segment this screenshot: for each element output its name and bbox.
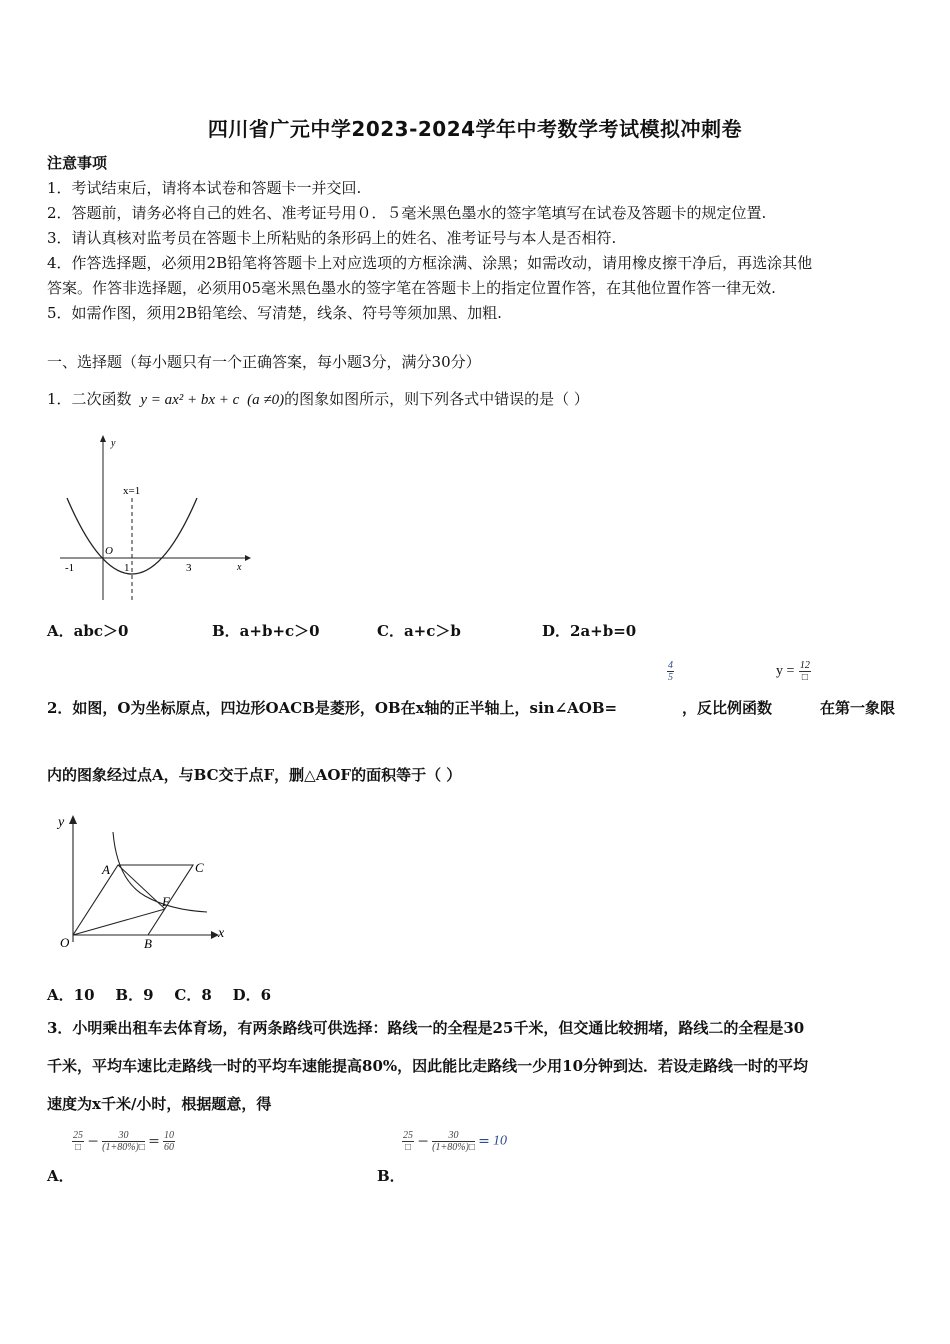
tick-label: 3 xyxy=(186,562,192,574)
y-axis-arrow xyxy=(69,815,77,824)
q2-func-den: □ xyxy=(801,672,808,683)
note-item: 5．如需作图，须用2B铅笔绘、写清楚，线条、符号等须加黑、加粗. xyxy=(47,304,502,322)
q2-stem-line1b: ，反比例函数 xyxy=(682,699,773,717)
y-axis-arrow xyxy=(100,435,106,442)
q2-stem-line1c: 在第一象限 xyxy=(820,699,896,717)
point-c-label: C xyxy=(195,860,204,875)
q1-formula: y = ax² + bx + c xyxy=(140,392,240,408)
frac-den: 60 xyxy=(164,1142,174,1153)
q3-option-a-formula[interactable] xyxy=(72,1130,175,1153)
q1-parabola-graph xyxy=(55,430,255,605)
q1-suffix: 的图象如图所示，则下列各式中错误的是（ ） xyxy=(284,390,589,408)
q3-option-a-label[interactable]: A． xyxy=(47,1167,74,1185)
q3-stem-line2: 千米，平均车速比走路线一时的平均车速能提高80%，因此能比走路线一少用10分钟到达．若设走路线一时的平均 xyxy=(47,1057,809,1075)
q1-condition: (a ≠0) xyxy=(247,392,285,408)
rhs-value: 10 xyxy=(493,1133,507,1149)
frac-den: (1+80%)□ xyxy=(432,1142,475,1153)
note-item: 3．请认真核对监考员在答题卡上所粘贴的条形码上的姓名、准考证号与本人是否相符. xyxy=(47,229,617,247)
minus-sign: − xyxy=(417,1133,429,1150)
q1-prefix: 1．二次函数 xyxy=(47,390,132,408)
frac-den: □ xyxy=(74,1142,82,1153)
y-axis-label: y xyxy=(111,438,116,449)
q1-option-a[interactable]: A．abc＞0 xyxy=(47,622,129,640)
frac-num: 30 xyxy=(102,1130,145,1142)
point-a-label: A xyxy=(102,862,110,877)
q3-option-b-formula[interactable] xyxy=(402,1130,507,1153)
q2-func-num: 12 xyxy=(799,660,810,671)
tick-label: -1 xyxy=(65,562,75,574)
tick-label: 1 xyxy=(124,562,130,574)
origin-label: O xyxy=(105,545,113,557)
frac-num: 10 xyxy=(164,1130,174,1141)
point-o-label: O xyxy=(60,935,70,950)
y-axis-label: y xyxy=(58,815,65,830)
frac-num: 25 xyxy=(403,1130,413,1141)
x-axis-arrow xyxy=(245,555,251,561)
axis-of-symmetry-label: x=1 xyxy=(123,485,141,497)
q2-frac-num: 4 xyxy=(668,660,673,671)
point-b-label: B xyxy=(144,936,152,951)
q3-stem-line1: 3．小明乘出租车去体育场，有两条路线可供选择：路线一的全程是25千米，但交通比较拥堵，路线二的全程是30 xyxy=(47,1019,805,1037)
q2-stem-line2: 内的图象经过点A，与BC交于点F，删△AOF的面积等于（ ） xyxy=(47,766,462,784)
q1-option-c[interactable]: C．a+c＞b xyxy=(377,622,461,640)
q2-frac-den: 5 xyxy=(668,672,673,683)
equals-sign: = xyxy=(148,1133,160,1150)
x-axis-label: x xyxy=(237,562,242,573)
q2-stem-line1a: 2．如图，O为坐标原点，四边形OACB是菱形，OB在x轴的正半轴上，sin∠AOB= xyxy=(47,699,618,717)
equals-sign: = xyxy=(478,1133,490,1150)
q2-options[interactable]: A．10 B．9 C．8 D．6 xyxy=(47,986,272,1004)
frac-den: □ xyxy=(404,1142,412,1153)
rhombus-oacb xyxy=(73,865,193,935)
point-f-label: F xyxy=(162,894,170,909)
note-item: 2．答题前，请务必将自己的姓名、准考证号用０．５毫米黑色墨水的签字笔填写在试卷及答题卡的规定位置. xyxy=(47,204,767,222)
section-heading: 一、选择题（每小题只有一个正确答案，每小题3分，满分30分） xyxy=(47,353,481,371)
q2-sin-fraction xyxy=(667,660,674,683)
question-1-stem xyxy=(47,388,589,409)
frac-den: (1+80%)□ xyxy=(102,1142,145,1153)
x-axis-label: x xyxy=(218,926,225,941)
page-title: 四川省广元中学2023-2024学年中考数学考试模拟冲刺卷 xyxy=(207,117,743,141)
q1-option-d[interactable]: D．2a+b=0 xyxy=(542,622,637,640)
notes-heading: 注意事项 xyxy=(47,154,108,172)
frac-num: 30 xyxy=(432,1130,475,1142)
q2-func-lhs: y = xyxy=(776,663,795,679)
q1-option-b[interactable]: B．a+b+c＞0 xyxy=(212,622,320,640)
note-item: 4．作答选择题，必须用2B铅笔将答题卡上对应选项的方框涂满、涂黑；如需改动，请用橡皮擦干净后，再选涂其他 xyxy=(47,254,813,272)
q2-function xyxy=(776,660,811,683)
note-item: 1．考试结束后，请将本试卷和答题卡一并交回. xyxy=(47,179,362,197)
q2-rhombus-graph xyxy=(55,810,235,955)
hyperbola-curve xyxy=(113,832,207,912)
minus-sign: − xyxy=(87,1133,99,1150)
q3-option-b-label[interactable]: B． xyxy=(377,1167,405,1185)
frac-num: 25 xyxy=(73,1130,83,1141)
q3-stem-line3: 速度为x千米/小时，根据题意，得 xyxy=(47,1095,272,1113)
note-item: 答案。作答非选择题，必须用05毫米黑色墨水的签字笔在答题卡上的指定位置作答，在其他位置作答一律无效. xyxy=(47,279,776,297)
